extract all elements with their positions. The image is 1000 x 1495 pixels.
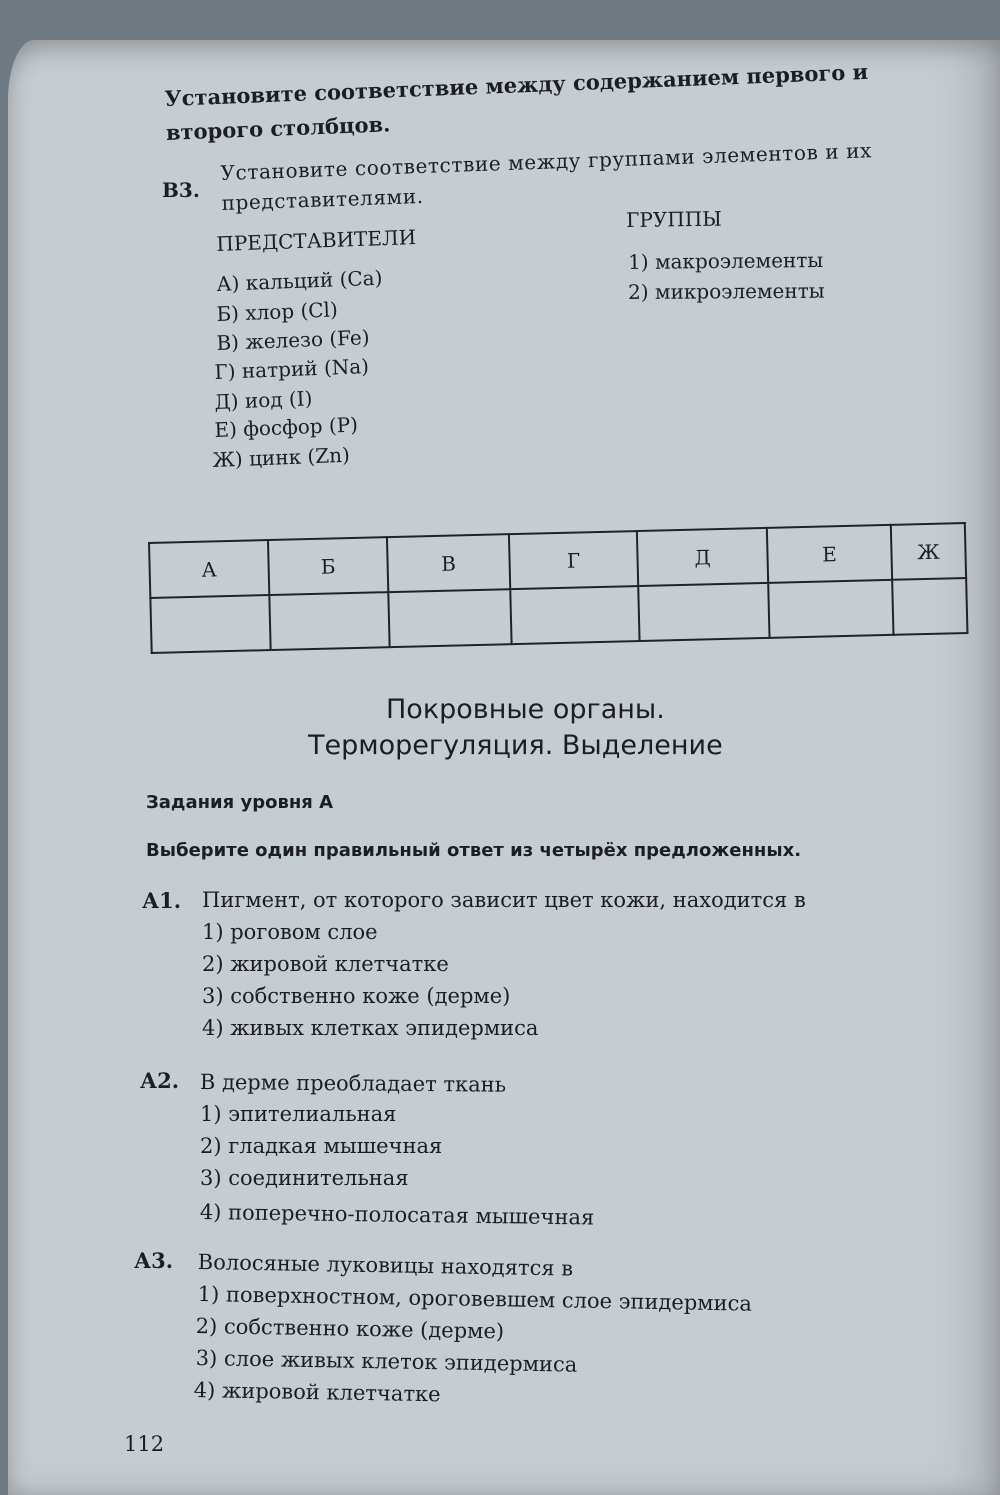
answer-option[interactable]: 3) соединительная bbox=[200, 1166, 409, 1190]
representative-item: Г) натрий (Na) bbox=[214, 354, 370, 384]
answer-table-header-cell: В bbox=[387, 534, 510, 592]
question-number: А3. bbox=[134, 1248, 174, 1273]
answer-cell-v[interactable] bbox=[388, 589, 511, 647]
answer-option[interactable]: 2) собственно коже (дерме) bbox=[195, 1314, 505, 1344]
representative-item: Б) хлор (Cl) bbox=[216, 297, 339, 326]
answer-cell-zh[interactable] bbox=[892, 578, 967, 635]
level-label: Задания уровня А bbox=[146, 792, 334, 813]
section-title-line1: Покровные органы. bbox=[386, 694, 665, 725]
group-item: 1) макроэлементы bbox=[628, 247, 824, 274]
answer-option[interactable]: 1) роговом слое bbox=[202, 920, 378, 944]
question-text: Пигмент, от которого зависит цвет кожи, находится в bbox=[202, 888, 806, 912]
answer-option[interactable]: 3) слое живых клеток эпидермиса bbox=[195, 1346, 578, 1377]
representative-item: А) кальций (Ca) bbox=[216, 265, 383, 296]
answer-option[interactable]: 1) эпителиальная bbox=[200, 1102, 397, 1126]
groups-header: ГРУППЫ bbox=[626, 206, 723, 232]
instruction-b-text: Установите соответствие между содержанием первого и второго столбцов. bbox=[164, 58, 869, 145]
representatives-header: ПРЕДСТАВИТЕЛИ bbox=[216, 225, 417, 256]
answer-option[interactable]: 4) поперечно-полосатая мышечная bbox=[199, 1200, 595, 1230]
representative-item: Д) иод (I) bbox=[214, 386, 313, 414]
section-title-line2: Терморегуляция. Выделение bbox=[308, 730, 723, 761]
answer-cell-b[interactable] bbox=[269, 592, 389, 650]
answer-option[interactable]: 2) гладкая мышечная bbox=[200, 1134, 443, 1158]
answer-option[interactable]: 1) поверхностном, ороговевшем слое эпидермиса bbox=[197, 1282, 753, 1316]
representative-item: Ж) цинк (Zn) bbox=[212, 442, 351, 472]
question-text: Волосяные луковицы находятся в bbox=[197, 1250, 574, 1281]
b3-number: В3. bbox=[162, 178, 200, 202]
question-number: А2. bbox=[140, 1068, 180, 1093]
answer-option[interactable]: 4) жировой клетчатке bbox=[193, 1378, 441, 1407]
answer-table-header-cell: Ж bbox=[891, 523, 966, 580]
instruction-a: Выберите один правильный ответ из четырёх предложенных. bbox=[146, 840, 802, 861]
representative-item: Е) фосфор (P) bbox=[214, 412, 359, 442]
question-text: В дерме преобладает ткань bbox=[199, 1070, 507, 1097]
answer-cell-a[interactable] bbox=[150, 595, 270, 653]
representative-item: В) железо (Fe) bbox=[216, 325, 370, 355]
answer-table-header-cell: Д bbox=[637, 528, 768, 586]
answer-cell-g[interactable] bbox=[510, 586, 639, 644]
answer-table bbox=[148, 522, 968, 654]
answer-cell-d[interactable] bbox=[638, 583, 769, 641]
b3-question-text: Установите соответствие между группами элементов и их представителями. bbox=[220, 138, 873, 215]
page-number: 112 bbox=[124, 1432, 165, 1456]
answer-option[interactable]: 4) живых клетках эпидермиса bbox=[202, 1016, 539, 1040]
answer-cell-e[interactable] bbox=[768, 580, 893, 638]
answer-option[interactable]: 3) собственно коже (дерме) bbox=[202, 984, 511, 1008]
answer-table-header-cell: Е bbox=[767, 525, 892, 583]
answer-table-header-cell: Г bbox=[509, 531, 638, 589]
question-number: А1. bbox=[142, 888, 182, 913]
answer-option[interactable]: 2) жировой клетчатке bbox=[202, 952, 449, 976]
answer-table-header-cell: А bbox=[149, 540, 269, 598]
group-item: 2) микроэлементы bbox=[628, 278, 825, 304]
answer-table-header-cell: Б bbox=[268, 537, 388, 595]
